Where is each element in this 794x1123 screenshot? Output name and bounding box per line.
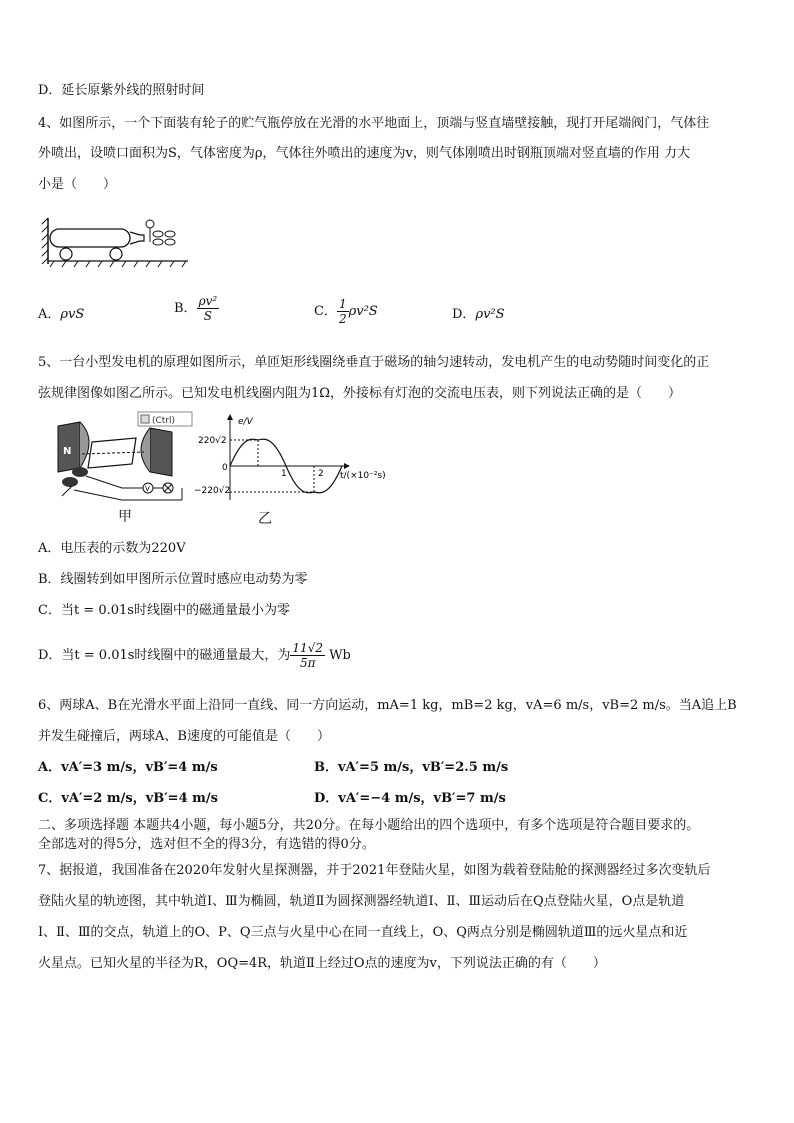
q4-text-line3: 小是（ ） xyxy=(38,177,117,192)
q5-option-a: A．电压表的示数为220V xyxy=(38,541,186,556)
section2-heading-line2: 全部选对的得5分，选对但不全的得3分，有选错的得0分。 xyxy=(38,837,375,852)
q5-option-b: B．线圈转到如甲图所示位置时感应电动势为零 xyxy=(38,572,308,587)
q6-option-a: A．vA′=3 m/s，vB′=4 m/s xyxy=(38,760,218,775)
q4-option-d: D．ρv²S xyxy=(452,307,505,322)
section2-heading-line1: 二、多项选择题 本题共4小题，每小题5分，共20分。在每小题给出的四个选项中，有多个选项是符合题目要求的。 xyxy=(38,818,700,833)
q3-option-d: D．延长原紫外线的照射时间 xyxy=(38,83,205,98)
q6-text-line2: 并发生碰撞后，两球A、B速度的可能值是（ ） xyxy=(38,729,330,744)
graph-y-min-label: −220√2 xyxy=(194,486,231,496)
q5-emf-graph xyxy=(194,412,398,502)
q7-text-line4: 火星点。已知火星的半径为R，OQ=4R，轨道Ⅱ上经过O点的速度为v，下列说法正确的有（ ） xyxy=(38,956,606,971)
q4-text-line2: 外喷出，设喷口面积为S，气体密度为ρ，气体往外喷出的速度为v，则气体刚喷出时钢瓶顶端对竖直墙的作用 力大 xyxy=(38,146,691,161)
q6-option-c: C．vA′=2 m/s，vB′=4 m/s xyxy=(38,791,218,806)
q5-option-c: C．当t = 0.01s时线圈中的磁通量最小为零 xyxy=(38,603,290,618)
q5-generator-figure xyxy=(52,410,194,502)
q5-figure-caption-left: 甲 xyxy=(118,509,132,525)
q6-option-b: B．vA′=5 m/s，vB′=2.5 m/s xyxy=(314,760,509,775)
q6-text-line1: 6、两球A、B在光滑水平面上沿同一直线、同一方向运动，mA=1 kg，mB=2 kg，vA=6 m/s，vB=2 m/s。当A追上B xyxy=(38,698,737,713)
graph-x-axis-label: t/(×10⁻²s) xyxy=(340,471,386,481)
q4-option-c: C． $\frac{1}{2}$ ρv²S xyxy=(314,297,378,326)
q5-figure-caption-right: 乙 xyxy=(258,511,272,527)
graph-y-axis-label: e/V xyxy=(238,417,253,427)
q7-text-line3: Ⅰ、Ⅱ、Ⅲ的交点，轨道上的O、P、Q三点与火星中心在同一直线上，O、Q两点分别是椭圆轨道Ⅲ的远火星点和近 xyxy=(38,925,688,940)
graph-origin-label: 0 xyxy=(222,463,228,473)
graph-y-max-label: 220√2 xyxy=(198,436,227,446)
q4-gas-bottle-figure xyxy=(40,212,192,270)
q6-option-d: D．vA′=−4 m/s，vB′=7 m/s xyxy=(314,791,506,806)
q4-option-a: A．ρvS xyxy=(38,307,85,322)
q5-text-line2: 弦规律图像如图乙所示。已知发电机线圈内阻为1Ω，外接标有灯泡的交流电压表，则下列说法正确的是（ ） xyxy=(38,386,682,401)
q4-text-line1: 4、如图所示，一个下面装有轮子的贮气瓶停放在光滑的水平地面上，顶端与竖直墙壁接触，现打开尾端阀门，气体往 xyxy=(38,116,710,131)
ctrl-tag: (Ctrl) xyxy=(152,416,176,426)
q7-text-line2: 登陆火星的轨迹图，其中轨道Ⅰ、Ⅲ为椭圆，轨道Ⅱ为圆探测器经轨道Ⅰ、Ⅱ、Ⅲ运动后在Q点登陆火星，O点是轨道 xyxy=(38,894,685,909)
voltmeter-v-label: V xyxy=(145,485,150,493)
graph-tick-1: 1 xyxy=(281,469,287,479)
q7-text-line1: 7、据报道，我国准备在2020年发射火星探测器，并于2021年登陆火星，如图为载着登陆舱的探测器经过多次变轨后 xyxy=(38,863,711,878)
magnet-n-label: N xyxy=(63,446,72,457)
q4-option-b: B． $\frac{\text{ρv²}}{S}$ xyxy=(174,294,218,323)
q5-text-line1: 5、一台小型发电机的原理如图所示，单匝矩形线圈绕垂直于磁场的轴匀速转动，发电机产生的电动势随时间变化的正 xyxy=(38,355,710,370)
q5-option-d: D．当t = 0.01s时线圈中的磁通量最大，为 $\frac{11√2}{5\pi}$ Wb xyxy=(38,641,351,670)
graph-tick-2: 2 xyxy=(318,469,324,479)
